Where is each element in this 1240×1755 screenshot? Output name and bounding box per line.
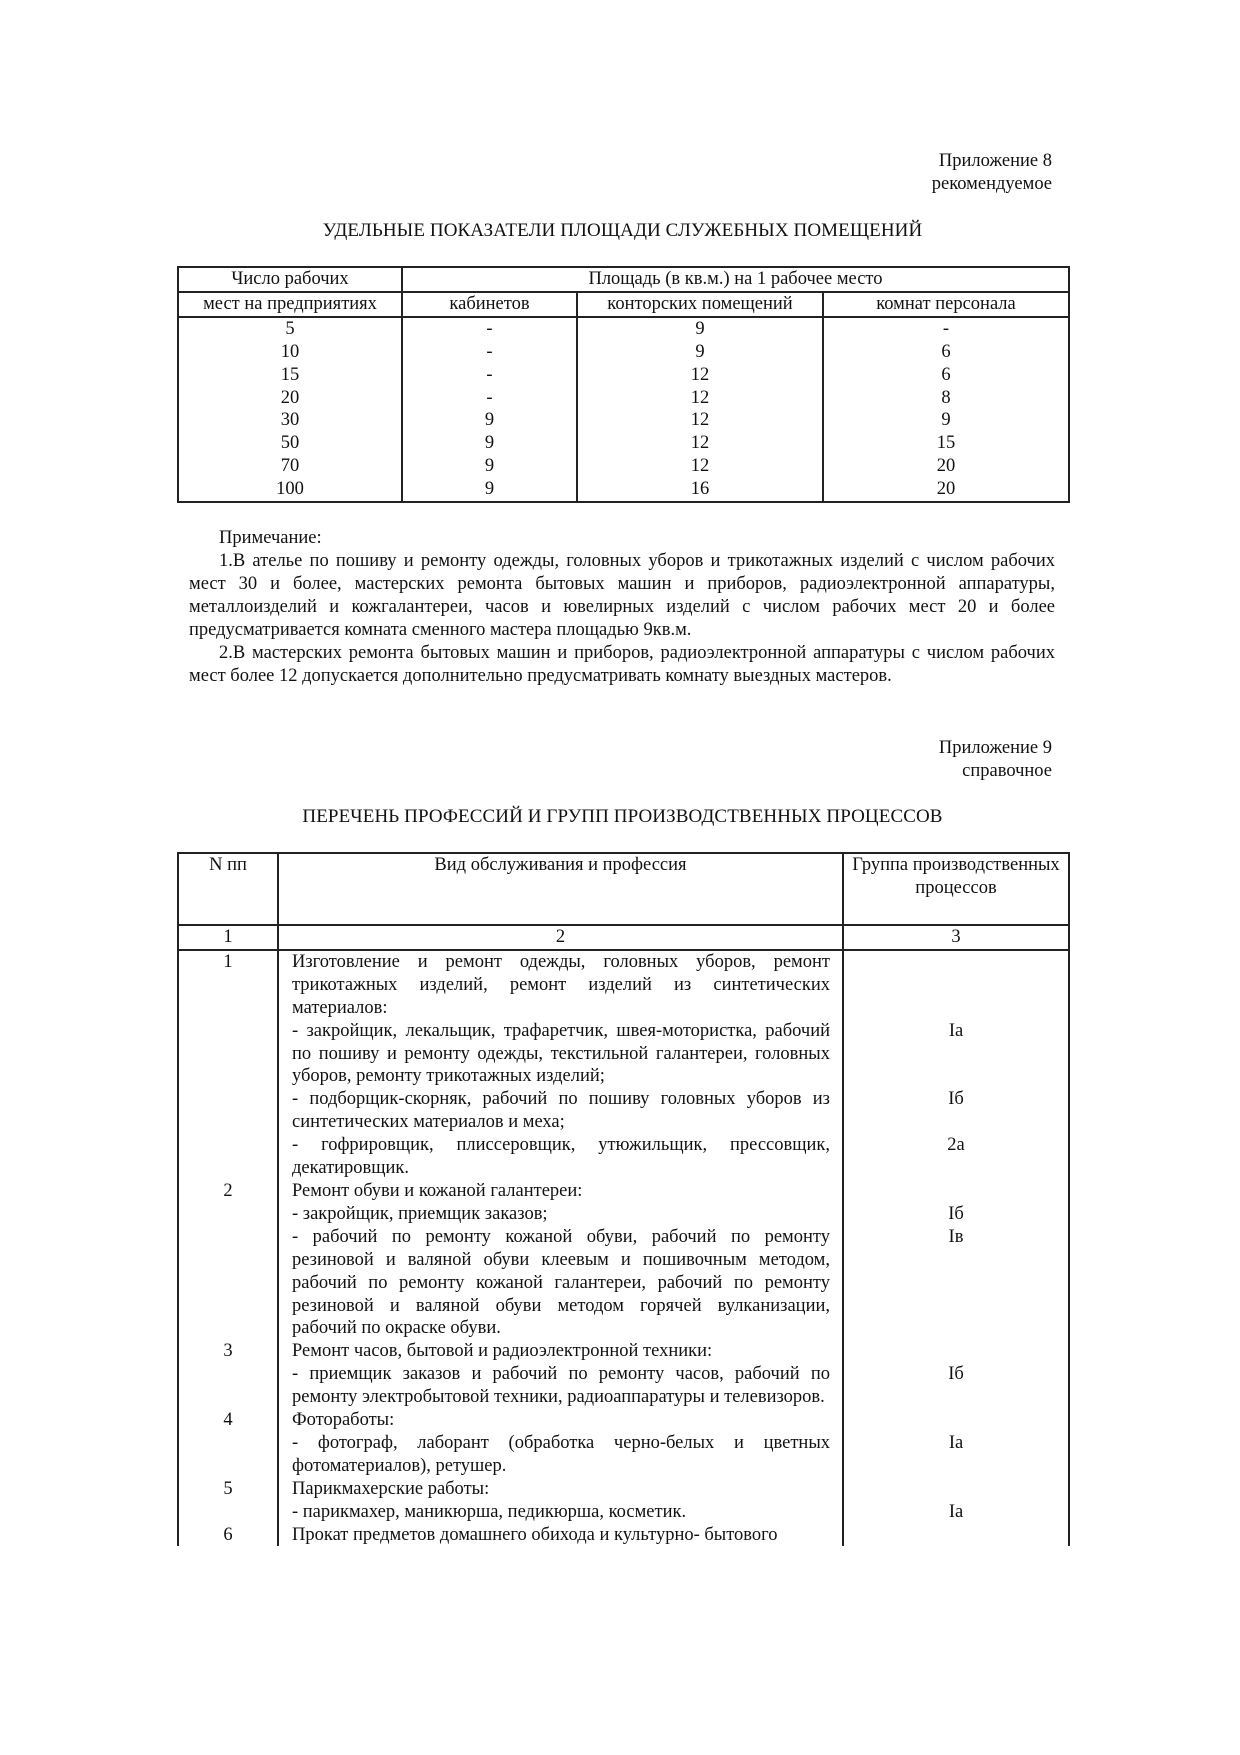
row-number: 3 <box>178 1340 278 1363</box>
process-group: Iб <box>843 1203 1069 1226</box>
table-cell: - <box>402 341 577 364</box>
table-row <box>178 1134 1069 1180</box>
profession-text: - рабочий по ремонту кожаной обуви, рабочий по ремонту резиновой и валяной обуви клеевым и пошивочным методом, рабочий по ремонту кожаной галантереи, рабочий по ремонту резиновой и валяной обуви методом горячей вулканизации, рабочий по окраске обуви. <box>278 1226 843 1341</box>
table-cell: 9 <box>402 409 577 432</box>
appendix9-title: ПЕРЕЧЕНЬ ПРОФЕССИЙ И ГРУПП ПРОИЗВОДСТВЕННЫХ ПРОЦЕССОВ <box>302 806 943 827</box>
table-row <box>178 1363 1069 1409</box>
table-cell: 50 <box>178 432 402 455</box>
row-number <box>178 1134 278 1180</box>
table-cell: 30 <box>178 409 402 432</box>
appendix8-label: Приложение 8 <box>938 151 1052 171</box>
table-cell: - <box>402 317 577 341</box>
row-number <box>178 1203 278 1226</box>
appendix9-sublabel: справочное <box>962 761 1052 781</box>
column-header-workers: Число рабочих <box>178 267 402 292</box>
row-number <box>178 1020 278 1089</box>
table-cell: 12 <box>577 455 823 478</box>
table-row <box>178 409 1069 432</box>
table-cell: 12 <box>577 387 823 410</box>
table-cell: 100 <box>178 478 402 502</box>
table-row <box>178 1203 1069 1226</box>
table-cell: 9 <box>402 455 577 478</box>
table-row <box>178 1340 1069 1363</box>
profession-text: - приемщик заказов и рабочий по ремонту часов, рабочий по ремонту электробытовой техники, радиоаппаратуры и телевизоров. <box>278 1363 843 1409</box>
column-group-header-area: Площадь (в кв.м.) на 1 рабочее место <box>402 267 1069 292</box>
process-group: Iв <box>843 1226 1069 1341</box>
profession-text: - парикмахер, маникюрша, педикюрша, косметик. <box>278 1501 843 1524</box>
table-cell: 70 <box>178 455 402 478</box>
table-row <box>178 1180 1069 1203</box>
process-group: Iб <box>843 1088 1069 1134</box>
profession-text: Фотоработы: <box>278 1409 843 1432</box>
row-number: 2 <box>178 1180 278 1203</box>
row-number <box>178 1363 278 1409</box>
table-cell: 8 <box>823 387 1069 410</box>
process-group <box>843 950 1069 1020</box>
profession-text: - закройщик, приемщик заказов; <box>278 1203 843 1226</box>
table-cell: 12 <box>577 364 823 387</box>
table-cell: 16 <box>577 478 823 502</box>
table-cell: - <box>402 387 577 410</box>
column-number-2: 2 <box>278 925 843 950</box>
table-cell: - <box>402 364 577 387</box>
table-cell: - <box>823 317 1069 341</box>
row-number: 5 <box>178 1478 278 1501</box>
column-header-clerical-rooms: конторских помещений <box>577 292 823 317</box>
column-header-profession: Вид обслуживания и профессия <box>278 853 843 925</box>
process-group: Iа <box>843 1432 1069 1478</box>
table-cell: 9 <box>577 317 823 341</box>
table-cell: 20 <box>823 455 1069 478</box>
appendix9-label: Приложение 9 <box>938 738 1052 758</box>
row-number <box>178 1088 278 1134</box>
table-cell: 9 <box>823 409 1069 432</box>
workspace-area-table <box>177 266 1070 503</box>
appendix8-heading <box>932 150 1052 196</box>
profession-text: Прокат предметов домашнего обихода и культурно- бытового <box>278 1524 843 1547</box>
table-row <box>178 1501 1069 1524</box>
process-group <box>843 1180 1069 1203</box>
note-item-2: 2.В мастерских ремонта бытовых машин и приборов, радиоэлектронной аппаратуры с числом рабочих мест более 12 допускается дополнительно предусматривать комнату выездных мастеров. <box>189 643 1055 686</box>
column-header-process-group: Группа производственных процессов <box>843 853 1069 925</box>
column-number-3: 3 <box>843 925 1069 950</box>
table-row <box>178 455 1069 478</box>
table-cell: 10 <box>178 341 402 364</box>
table-row <box>178 387 1069 410</box>
profession-text: Ремонт часов, бытовой и радиоэлектронной техники: <box>278 1340 843 1363</box>
column-header-staff-rooms: комнат персонала <box>823 292 1069 317</box>
row-number: 4 <box>178 1409 278 1432</box>
process-group: Iа <box>843 1501 1069 1524</box>
profession-text: - закройщик, лекальщик, трафаретчик, швея-мотористка, рабочий по пошиву и ремонту одежды, текстильной галантереи, головных уборов, ремонту трикотажных изделий; <box>278 1020 843 1089</box>
row-number <box>178 1432 278 1478</box>
table-row <box>178 478 1069 502</box>
table-cell: 12 <box>577 432 823 455</box>
table-cell: 6 <box>823 341 1069 364</box>
table-row <box>178 1524 1069 1547</box>
row-number: 6 <box>178 1524 278 1547</box>
profession-text: Изготовление и ремонт одежды, головных уборов, ремонт трикотажных изделий, ремонт изделий из синтетических материалов: <box>278 950 843 1020</box>
table-cell: 20 <box>178 387 402 410</box>
table-cell: 9 <box>402 478 577 502</box>
profession-text: Ремонт обуви и кожаной галантереи: <box>278 1180 843 1203</box>
table-row <box>178 1478 1069 1501</box>
table-row <box>178 432 1069 455</box>
table-cell: 12 <box>577 409 823 432</box>
table-row <box>178 1432 1069 1478</box>
row-number: 1 <box>178 950 278 1020</box>
profession-text: - подборщик-скорняк, рабочий по пошиву головных уборов из синтетических материалов и меха; <box>278 1088 843 1134</box>
column-header-workers-sub: мест на предприятиях <box>178 292 402 317</box>
note-heading: Примечание: <box>219 528 322 548</box>
table-row <box>178 317 1069 341</box>
process-group <box>843 1478 1069 1501</box>
row-number <box>178 1226 278 1341</box>
profession-text: - фотограф, лаборант (обработка черно-белых и цветных фотоматериалов), ретушер. <box>278 1432 843 1478</box>
table-cell: 5 <box>178 317 402 341</box>
appendix8-title: УДЕЛЬНЫЕ ПОКАЗАТЕЛИ ПЛОЩАДИ СЛУЖЕБНЫХ ПОМЕЩЕНИЙ <box>322 220 923 241</box>
process-group: Iа <box>843 1020 1069 1089</box>
appendix8-sublabel: рекомендуемое <box>931 174 1052 194</box>
table-row <box>178 950 1069 1020</box>
workspace-area-table-body <box>178 317 1069 502</box>
table-cell: 9 <box>577 341 823 364</box>
table-cell: 15 <box>823 432 1069 455</box>
note-item-1: 1.В ателье по пошиву и ремонту одежды, головных уборов и трикотажных изделий с числом рабочих мест 30 и более, мастерских ремонта бытовых машин и приборов, радиоэлектронной аппаратуры, металлоизделий и кожгалантереи, часов и ювелирных изделий с числом рабочих мест 20 и более предусматривается комната сменного мастера площадью 9кв.м. <box>189 551 1055 640</box>
column-number-1: 1 <box>178 925 278 950</box>
profession-text: Парикмахерские работы: <box>278 1478 843 1501</box>
process-group: 2а <box>843 1134 1069 1180</box>
appendix8-notes <box>189 527 1055 688</box>
process-group: Iб <box>843 1363 1069 1409</box>
profession-text: - гофрировщик, плиссеровщик, утюжильщик, прессовщик, декатировщик. <box>278 1134 843 1180</box>
table-row <box>178 1020 1069 1089</box>
professions-table <box>177 852 1070 1546</box>
process-group <box>843 1524 1069 1547</box>
table-row <box>178 1409 1069 1432</box>
table-cell: 9 <box>402 432 577 455</box>
process-group <box>843 1340 1069 1363</box>
professions-table-body <box>178 950 1069 1547</box>
table-cell: 15 <box>178 364 402 387</box>
table-cell: 6 <box>823 364 1069 387</box>
table-row <box>178 1088 1069 1134</box>
table-cell: 20 <box>823 478 1069 502</box>
table-row <box>178 1226 1069 1341</box>
appendix9-heading <box>939 737 1052 783</box>
table-row <box>178 341 1069 364</box>
process-group <box>843 1409 1069 1432</box>
table-row <box>178 364 1069 387</box>
row-number <box>178 1501 278 1524</box>
column-header-offices: кабинетов <box>402 292 577 317</box>
column-header-number: N пп <box>178 853 278 925</box>
